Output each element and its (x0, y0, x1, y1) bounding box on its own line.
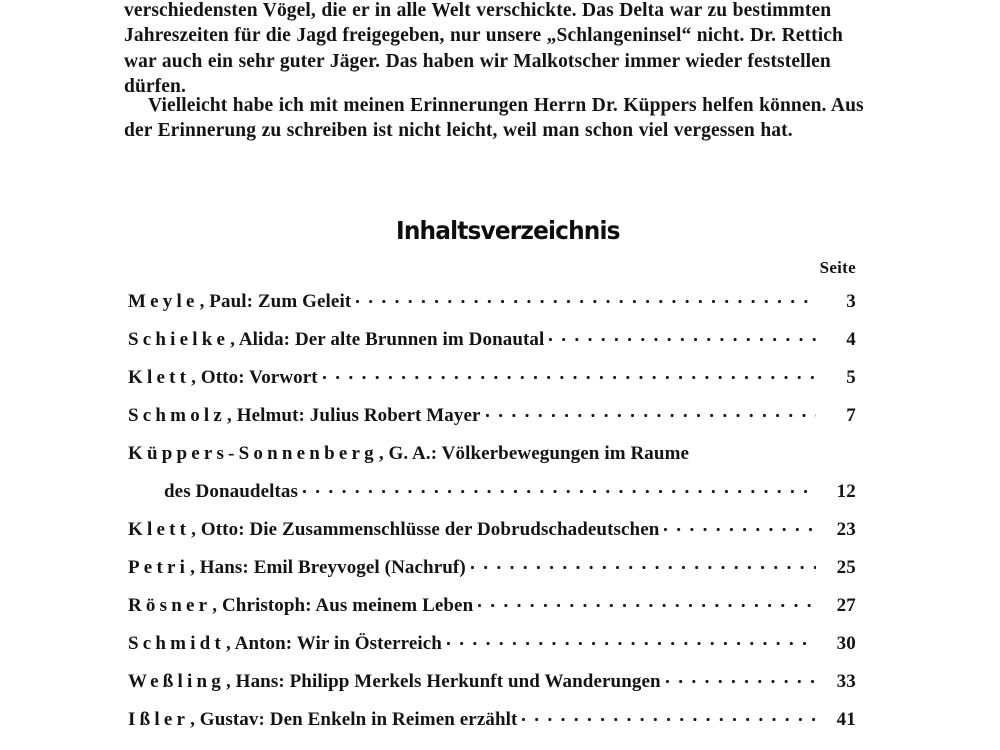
toc-entry-page-number: 4 (846, 329, 856, 350)
toc-entry-title: , Hans: Emil Breyvogel (Nachruf) (190, 557, 466, 578)
paragraph-text: verschiedensten Vögel, die er in alle Welt verschickte. Das Delta war zu bestimmten Jahreszeiten für die Jagd freigegeben, nur unsere „Schlangeninsel“ nicht. Dr. Rettich war auch ein sehr guter Jäger. Das haben wir Malkotscher immer wieder feststellen dürfen. (124, 0, 843, 98)
toc-entry[interactable] (128, 630, 856, 668)
dot-leader (478, 592, 816, 611)
dot-leader (323, 364, 816, 383)
toc-entry-page-number: 33 (836, 671, 856, 692)
toc-entry[interactable] (128, 402, 856, 440)
dot-leader (486, 402, 816, 421)
toc-entry-page-number: 3 (846, 291, 856, 312)
toc-entry-line (128, 364, 856, 390)
toc-entry-page-number: 12 (836, 481, 856, 502)
dot-leader (356, 288, 816, 307)
toc-entry-page-number: 30 (836, 633, 856, 654)
toc-entry-continuation-line (128, 478, 856, 504)
toc-entry-line (128, 402, 856, 428)
dot-leader (303, 478, 816, 497)
toc-entry-line (128, 440, 856, 466)
toc-entry-surname: Küppers-Sonnenberg (128, 443, 378, 464)
toc-entry-page-number: 25 (836, 557, 856, 578)
toc-entry[interactable] (128, 326, 856, 364)
toc-entry-line (128, 706, 856, 732)
paragraph-text: Vielleicht habe ich mit meinen Erinnerungen Herrn Dr. Küppers helfen können. Aus der Erinnerung zu schreiben ist nicht leicht, weil man schon viel vergessen hat. (124, 95, 864, 142)
dot-leader (666, 668, 816, 687)
dot-leader (694, 440, 816, 459)
toc-entry[interactable] (128, 288, 856, 326)
toc-entry-title: , Otto: Die Zusammenschlüsse der Dobrudschadeutschen (191, 519, 660, 540)
toc-entry-surname: Rösner (128, 595, 212, 616)
toc-entry-surname: Weßling (128, 671, 225, 692)
toc-entry-line (128, 554, 856, 580)
dot-leader (664, 516, 816, 535)
toc-entry-surname: Schmolz (128, 405, 227, 426)
toc-heading: Inhaltsverzeichnis (396, 216, 620, 245)
toc-entry-title: , Anton: Wir in Österreich (225, 633, 442, 654)
toc-entry-page-number: 7 (846, 405, 856, 426)
body-paragraph-closing (124, 93, 876, 144)
toc-entry[interactable] (128, 668, 856, 706)
toc-entry-title: , Gustav: Den Enkeln in Reimen erzählt (190, 709, 518, 730)
toc-entry-title: , Hans: Philipp Merkels Herkunft und Wanderungen (225, 671, 661, 692)
toc-entry-surname: Petri (128, 557, 190, 578)
toc-entry-page-number: 27 (836, 595, 856, 616)
toc-entry-title: , Paul: Zum Geleit (199, 291, 352, 312)
toc-entry-line (128, 592, 856, 618)
toc-entry-title: , Christoph: Aus meinem Leben (212, 595, 474, 616)
toc-entry-surname: Schielke (128, 329, 230, 350)
toc-entry-line (128, 326, 856, 352)
toc-entry-line (128, 630, 856, 656)
toc-entry[interactable] (128, 592, 856, 630)
page-column-label: Seite (819, 258, 856, 277)
toc-entry-surname: Klett (128, 367, 191, 388)
toc-entry-line (128, 288, 856, 314)
toc-entry[interactable] (128, 706, 856, 744)
toc-entry-title: , Otto: Vorwort (191, 367, 318, 388)
toc-entry-page-number: 23 (836, 519, 856, 540)
toc-entry-surname: Meyle (128, 291, 199, 312)
toc-entry[interactable] (128, 516, 856, 554)
dot-leader (522, 706, 816, 725)
dot-leader (549, 326, 816, 345)
toc-entry-line (128, 668, 856, 694)
toc-entry-title: , Helmut: Julius Robert Mayer (227, 405, 481, 426)
dot-leader (471, 554, 816, 573)
toc-entry-page-number: 41 (836, 709, 856, 730)
toc-entry-page-number: 5 (846, 367, 856, 388)
toc-entry-title: , Alida: Der alte Brunnen im Donautal (230, 329, 545, 350)
table-of-contents (128, 288, 856, 744)
dot-leader (447, 630, 816, 649)
toc-entry-surname: Ißler (128, 709, 190, 730)
body-paragraph-continued (124, 0, 876, 100)
toc-entry-continuation-text: des Donaudeltas (164, 481, 298, 502)
toc-entry-surname: Schmidt (128, 633, 225, 654)
toc-entry-title: , G. A.: Völkerbewegungen im Raume (378, 443, 690, 464)
toc-entry[interactable] (128, 554, 856, 592)
toc-entry-line (128, 516, 856, 542)
toc-entry-surname: Klett (128, 519, 191, 540)
toc-entry[interactable] (128, 364, 856, 402)
toc-entry[interactable] (128, 440, 856, 516)
